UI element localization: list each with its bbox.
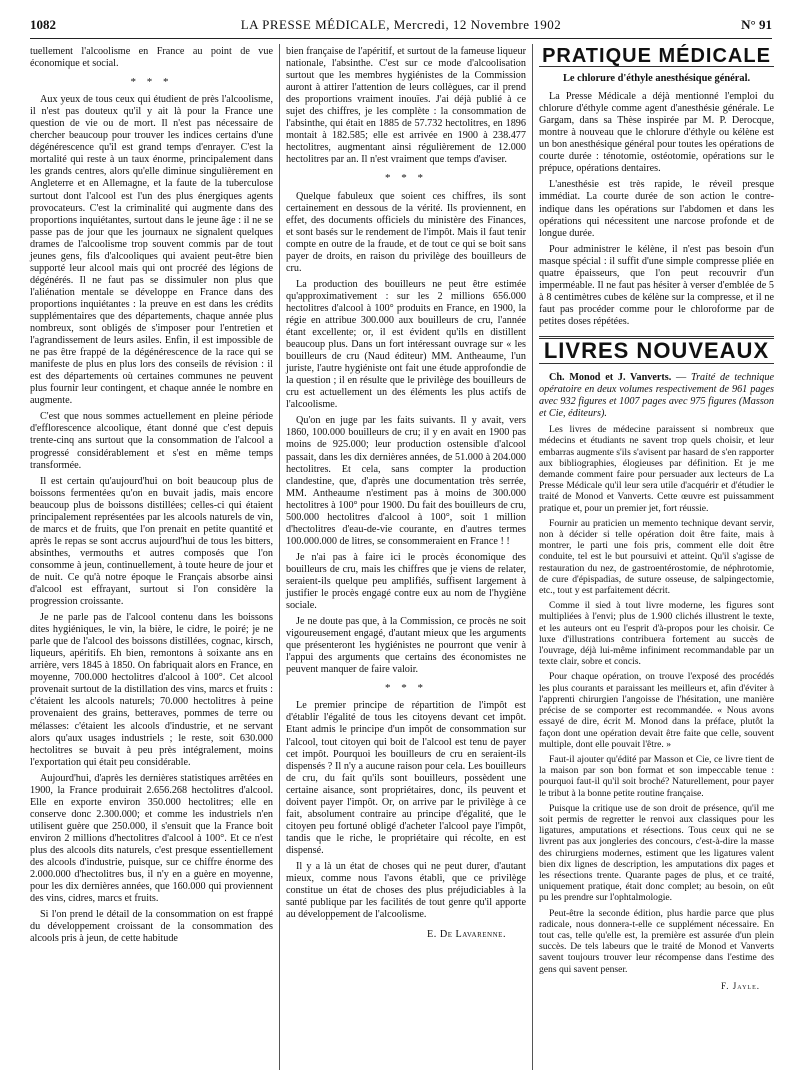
paragraph: La production des bouilleurs ne peut être estimée qu'approximativement : sur les 2 millions 656.000 hectolitres d'alcool à 100° produits en France, en 1900, la régie en attribue 300.000 aux bouilleurs de cru, l'année étant excellente; or, il est évident qu'ils en distillent beaucoup plus. Dans un fort intéressant ouvrage sur « les bouilleurs de cru (Naud éditeur) MM. Antheaume, l'un juriste, l'autre hygiéniste ont fait une étude approfondie de la question ; il en résulte que le privilège des bouilleurs de cru est actuellement un des éléments les plus actifs de l'alcoolisme. xyxy=(286,278,526,411)
section-separator: * * * xyxy=(385,682,427,695)
section-title-pratique: PRATIQUE MÉDICALE xyxy=(539,50,774,67)
paragraph: bien française de l'apéritif, et surtout de la fameuse liqueur nationale, l'absinthe. C'est sur ce mode d'alcoolisation surtout que les membres hygiénistes de la Commission auront à attirer l'attention de leurs collègues, car il prend des proportions vraiment inouïes. J'ai déjà publié à ce sujet des chiffres, je les complète : la consommation de l'absinthe, qui était en 1885 de 57.732 hectolitres, en 1896 montait à 182.585; elle est arrivée en 1900 à 238.477 hectolitres, augmentant ainsi régulièrement de 12.000 hectolitres par an. Il n'est vraiment que temps d'aviser. xyxy=(286,46,526,166)
paragraph: Fournir au praticien un memento technique devant servir, non à décider si telle opération doit être faite, mais à montrer, le parti une fois pris, comment elle doit être conduite, tel est le but poursuivi et atteint. Qu'il s'agisse de restauration du nez, de gastroentérostomie, de néphrotomie, de cure d'épispadias, de suture osseuse, de salpingectomie, etc., tout y est parfaitement décrit. xyxy=(539,517,774,597)
paragraph: Pour chaque opération, on trouve l'exposé des procédés les plus courants et paraissant les meilleurs et, afin d'éviter à l'apprenti chirurgien l'angoisse de l'hésitation, une manière précise de se comporter est recommandée. « Nous avons essayé de dire, écrit M. Monod dans la préface, plutôt la façon dont une opération devait être faite que celle, souvent multiple, dont elle pouvait l'être. » xyxy=(539,671,774,750)
paragraph: tuellement l'alcoolisme en France au point de vue économique et social. xyxy=(30,46,273,70)
column-divider xyxy=(532,44,533,1070)
reviewer-signature: F. Jayle. xyxy=(721,980,760,991)
section-separator: * * * xyxy=(130,76,173,89)
paragraph: Qu'on en juge par les faits suivants. Il y avait, vers 1860, 100.000 bouilleurs de cru; il y en avait en 1900 pas moins de 925.000; leur production ostensible d'alcool passait, dans les dix dernières années, de 51.000 à 204.000 hectolitres. Et cela, sans compter la production clandestine, que, d'après une documentation très serrée, MM. Antheaume n'estiment pas à moins de 300.000 hectolitres à 100° pour 1900. Du fait des bouilleurs de cru, 500.000 hectolitres d'alcool à 100°, soit 1 million d'hectolitres d'eau-de-vie courante, en d'autres termes 100.000.000 de litres, se consommeraient en France ! ! xyxy=(286,415,526,547)
paragraph: Il est certain qu'aujourd'hui on boit beaucoup plus de boissons fermentées qu'on en buvait jadis, mais encore beaucoup plus de boissons distillées; celles-ci qui étaient principalement représentées par les alcools naturels de vin, de marcs et de fruits, que l'on prenait en petite quantité et après le repas se sont accrus aujourd'hui de tous les bitters, absinthes, vermouths et autres composés que l'on consomme à jeun, continuellement, à toute heure de jour et de nuit. Ce qu'à notre époque le Français absorbe ainsi d'alcool est effrayant, surtout si l'on considère la progression croissante. xyxy=(30,475,273,608)
paragraph: Les livres de médecine paraissent si nombreux que médecins et étudiants ne savent trop quels choisir, et leur embarras augmente s'ils s'avisent par hasard de s'en rapporter aux bibliographies, élogieuses par définition. Et je me demande comment faire pour persuader aux lecteurs de La Presse Médicale qu'il leur sera utile d'acquérir et d'étudier le traité de Monod et Vanverts. Cette œuvre est puissamment pratique et, pour un premier jet, fort réussie. xyxy=(539,424,774,514)
section-separator: * * * xyxy=(385,172,427,185)
column-3 xyxy=(539,46,774,992)
paragraph: Pour administrer le kélène, il n'est pas besoin d'un masque spécial : il suffit d'une simple compresse pliée en quatre épaisseurs, que l'on peut recouvrir d'un imperméable. Il ne faut pas hésiter à verser d'emblée de 5 à 8 centimètres cubes de kélène sur la compresse, et il ne faut pas procéder comme pour le chloroforme par de petites doses répétées. xyxy=(539,243,774,327)
book-reference: Ch. Monod et J. Vanverts. — Traité de technique opératoire en deux volumes respectivement de 961 pages avec 932 figures et 1007 pages avec 975 figures (Masson et Cie, éditeurs). xyxy=(539,372,775,420)
paragraph: Je ne doute pas que, à la Commission, ce procès ne soit vigoureusement engagé, d'autant mieux que les arguments que présenteront les hygiénistes ne pourront que venir à l'appui des arguments que certains des économistes ne peuvent manquer de faire valoir. xyxy=(286,616,526,676)
paragraph: Faut-il ajouter qu'édité par Masson et Cie, ce livre tient de la maison par son bon format et son impeccable tenue : pourquoi faut-il qu'il soit broché? Naturellement, pour payer le tribut à la bonne petite routine française. xyxy=(539,753,774,799)
author-signature: E. De Lavarenne. xyxy=(427,929,506,941)
issue-number: N° 91 xyxy=(741,17,772,32)
paragraph: Comme il sied à tout livre moderne, les figures sont multipliées à l'envi; plus de 1.900 clichés illustrent le texte, et les auteurs ont eu l'esprit d'à-propos pour les choisir. Ce luxe d'illustrations contribuera fortement au succès de l'ouvrage, déjà lui-même infiniment recommandable par un texte clair, sobre et concis. xyxy=(539,600,774,668)
book-authors: Ch. Monod et J. Vanverts. xyxy=(549,372,672,384)
paragraph: C'est que nous sommes actuellement en pleine période d'efflorescence alcoolique, étant donné que c'est depuis trente-cinq ans surtout que la consommation de l'alcool a progressé considérablement et s'est en même temps transformée. xyxy=(30,411,273,471)
paragraph: Aujourd'hui, d'après les dernières statistiques arrêtées en 1900, la France produirait 2.656.268 hectolitres d'alcool. Elle en exporte environ 350.000 hectolitres; elle en conserve donc 2.300.000; et comme les industriels n'en utilisent guère que 250.000, il s'ensuit que la France boit environ 2 millions d'hectolitres d'alcool à 100°. Et ce n'est plus des alcools dits naturels, c'est presque essentiellement des alcools d'industrie, puisque, sur ce chiffre énorme des 2.000.000 d'hectolitres bus, il n'y en a guère en moyenne, pour les dix dernières années, que 160.000 qui proviennent des vins, cidres, marcs et fruits. xyxy=(30,772,273,905)
column-1 xyxy=(30,46,273,949)
paragraph: Puisque la critique use de son droit de présence, qu'il me soit permis de regretter le renvoi aux classiques pour les ligatures, amputations et résections. Tous ceux qui ne se livrent pas aux jongleries des concours, c'est-à-dire la masse des chirurgiens modernes, estiment que les ligatures valent bien dix lignes de description, les amputations dix pages et les résections trente. Quarante pages de plus, et ce traité, uniquement pratique, était donc complet; au besoin, on eût pu les prendre sur l'ophtalmologie. xyxy=(539,802,774,904)
paragraph: Quelque fabuleux que soient ces chiffres, ils sont certainement en dessous de la vérité. Ils proviennent, en effet, des documents officiels du ministère des Finances, et sont basés sur le rendement de l'impôt. Mais il faut tenir compte en outre de la fraude, et de tout ce qui se boit sans payer de droits, en raison du privilège des bouilleurs de cru. xyxy=(286,190,526,274)
article-heading: Le chlorure d'éthyle anesthésique général. xyxy=(562,73,751,85)
paragraph: Si l'on prend le détail de la consommation on est frappé du développement croissant de la consommation des alcools pris à jeun, de cette habitude xyxy=(30,909,273,945)
journal-title: LA PRESSE MÉDICALE, Mercredi, 12 Novembre 1902 xyxy=(240,17,562,32)
paragraph: Le premier principe de répartition de l'impôt est d'établir l'égalité de tous les citoyens devant cet impôt. Etant admis le principe d'un impôt de consommation sur l'alcool, tout citoyen qui boit de l'alcool est tenu de payer cet impôt. Pourquoi les bouilleurs de cru en seraient-ils dispensés ? Il n'y a aucune raison pour cela. Les bouilleurs de cru, du fait qu'ils sont bouilleurs, possèdent une certaine aisance, sont propriétaires, donc, ils peuvent et doivent payer l'impôt. Or, on arrive par le privilège à ce fait, absolument contraire au principe d'égalité, que le citoyen peu fortuné obligé d'acheter l'alcool paye l'impôt, tandis que le riche, le propriétaire qui récolte, en est dispensé. xyxy=(286,700,526,856)
paragraph: Je ne parle pas de l'alcool contenu dans les boissons dites hygiéniques, le vin, la bière, le cidre, le poiré; je ne parle que de l'alcool des boissons distillées, cognac, kirsch, liqueurs, apéritifs. Eh bien, remontons à soixante ans en arrière, vers 1845 à 1850. On fabriquait alors en France, en moyenne, 700.000 hectolitres d'alcool à 100°. Cet alcool provenait surtout de la distillation des vins, marcs et fruits : c'étaient les alcools naturels; 70.000 hectolitres à peine provenaient des grains, betteraves, pommes de terre ou mélasses: c'étaient les alcools d'industrie, et ne servant alors qu'aux usages industriels ; le reste, soit 630.000 hectolitres se buvait à peu près intégralement, moins l'exportation qui était peu considérable. xyxy=(30,612,273,768)
page-number: 1082 xyxy=(30,17,56,32)
paragraph: Aux yeux de tous ceux qui étudient de près l'alcoolisme, il n'est pas douteux qu'il y ait là pour la France une question de vie ou de mort. Il n'est pas nécessaire de chercher beaucoup pour trouver les indices certains d'une dégénérescence qu'il est grand temps d'enrayer. C'est la mortalité qui reste à un taux énorme, principalement dans les grands centres, alors qu'elle diminue singulièrement en Angleterre et en Allemagne, et la faute de la tuberculose surtout dont l'alcool est l'un des plus énergiques agents provocateurs. C'est la criminalité qui augmente dans des proportions inquiétantes, surtout dans le jeune âge : il ne se passe pas de jour que les journaux ne signalent quelques drames de l'alcoolisme trop souvent commis par de tout jeunes gens, fils d'alcooliques qui avaient peut-être bien supporté leur alcool mais qui ont procréé des légions de dégénérés. Il ne faut pas se dissimuler non plus que l'aliénation mentale se développe en France dans des proportions inquiétantes : la preuve en est dans les crédits supplémentaires que des départements, chaque année plus nombreux, sont obligés de s'imposer pour l'entretien et l'agrandissement de leurs asiles. Enfin, il est impossible de ne pas être frappé de la dégénérescence de la race qui se manifeste de plus en plus lors des conseils de révision : il est des départements où certaines communes ne peuvent plus fournir leur contingent, et chaque année le nombre en augmente. xyxy=(30,94,273,407)
paragraph: Il y a là un état de choses qui ne peut durer, d'autant mieux, comme nous l'avons établi, que ce privilège constitue un état de choses des plus préjudiciables à la santé publique par les facilités de tout genre qu'il apporte au développement de l'alcoolisme. xyxy=(286,861,526,921)
page-header xyxy=(30,17,772,37)
header-rule xyxy=(30,38,772,39)
column-2 xyxy=(286,46,526,945)
paragraph: Je n'ai pas à faire ici le procès économique des bouilleurs de cru, mais les chiffres que je viens de relater, seraient-ils quelque peu amplifiés, suffisent largement à justifier le procès engagé contre eux au nom de l'hygiène sociale. xyxy=(286,551,526,612)
column-divider xyxy=(279,44,280,1070)
paragraph: L'anesthésie est très rapide, le réveil presque immédiat. La courte durée de son action le contre-indique dans les opérations sur l'abdomen et dans les opérations qui nécessitent une narcose profonde et de longue durée. xyxy=(539,179,774,239)
paragraph: La Presse Médicale a déjà mentionné l'emploi du chlorure d'éthyle comme agent d'anesthésie générale. Le Gargam, dans sa Thèse inspirée par M. P. Derocque, montre à nouveau que le chlorure d'éthyle ou kélène est un bon anesthésique général pour toutes les opérations de courte durée : ténotomie, ostéotomie, opérations sur le prépuce, opérations dentaires. xyxy=(539,91,774,175)
section-title-livres: LIVRES NOUVEAUX xyxy=(539,336,774,364)
book-title: Traité de technique opératoire en deux volumes respectivement de 961 pages avec 932 figures et 1007 pages avec 975 figures (Masson et Cie, éditeurs). xyxy=(539,372,775,420)
paragraph: Peut-être la seconde édition, plus hardie parce que plus radicale, nous donnera-t-elle ce supplément nécessaire. En tout cas, telle qu'elle est, la première est assurée d'un plein succès. De tels labeurs que le traité de Monod et Vanverts savent toujours trouver leur récompense dans l'estime des gens qui savent penser. xyxy=(539,907,774,975)
book-review xyxy=(539,424,774,992)
